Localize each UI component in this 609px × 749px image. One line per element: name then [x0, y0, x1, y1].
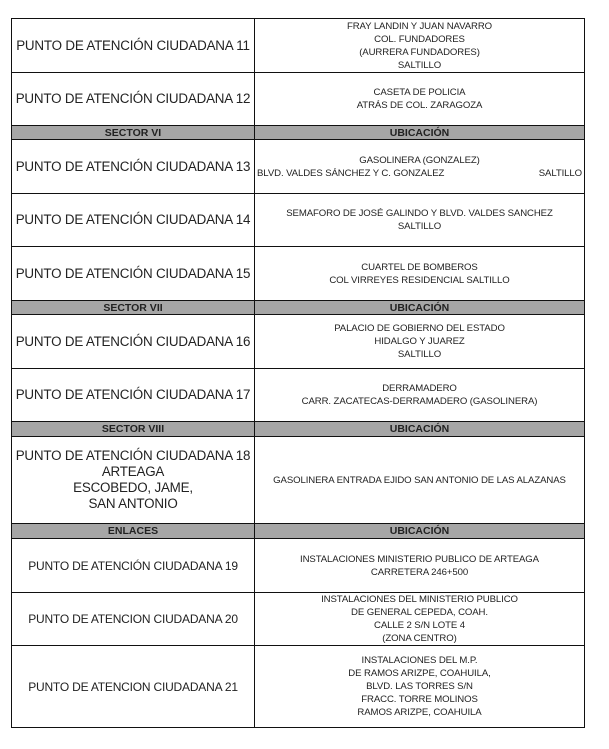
location-line: CUARTEL DE BOMBEROS: [361, 261, 478, 273]
section-title: SECTOR VI: [12, 126, 255, 140]
section-header-row: [12, 422, 585, 437]
attention-point-name: [12, 194, 255, 247]
name-line: ESCOBEDO, JAME,: [73, 480, 193, 495]
name-line: PUNTO DE ATENCIÓN CIUDADANA 11: [16, 37, 250, 53]
name-line: PUNTO DE ATENCION CIUDADANA 20: [28, 612, 238, 626]
location-line: SEMAFORO DE JOSÉ GALINDO Y BLVD. VALDES SANCHEZ: [286, 208, 553, 219]
location-line: COL VIRREYES RESIDENCIAL SALTILLO: [329, 274, 510, 286]
location-line: FRAY LANDIN Y JUAN NAVARRO: [346, 20, 493, 32]
location-header: UBICACIÓN: [255, 126, 585, 140]
location-header: UBICACIÓN: [255, 422, 585, 437]
table-row: [12, 247, 585, 301]
table-row: [12, 140, 585, 194]
table-row: [12, 194, 585, 247]
section-header-row: [12, 126, 585, 140]
name-line: PUNTO DE ATENCIÓN CIUDADANA 13: [15, 158, 251, 174]
attention-point-name: [12, 539, 255, 593]
location-line: GASOLINERA (GONZALEZ): [359, 154, 480, 166]
location-header: UBICACIÓN: [255, 524, 585, 539]
location-cell: [255, 73, 585, 126]
table-row: [12, 539, 585, 593]
table-row: [12, 19, 585, 73]
location-line: DE RAMOS ARIZPE, COAHUILA,: [348, 668, 491, 679]
attention-point-name: [12, 646, 255, 728]
name-line: PUNTO DE ATENCIÓN CIUDADANA 17: [15, 387, 251, 402]
location-part: BLVD. VALDES SÁNCHEZ Y C. GONZALEZ: [257, 167, 445, 179]
table-row: [12, 73, 585, 126]
location-cell: [255, 437, 585, 524]
location-cell: [255, 19, 585, 73]
attention-point-name: [12, 437, 255, 524]
location-cell: [255, 369, 585, 422]
table-row: [12, 437, 585, 524]
table-row: [12, 315, 585, 369]
attention-points-table: [11, 18, 585, 728]
location-line: RAMOS ARIZPE, COAHUILA: [357, 707, 482, 718]
location-line: GASOLINERA ENTRADA EJIDO SAN ANTONIO DE LAS ALAZANAS: [273, 474, 566, 486]
section-header-row: [12, 524, 585, 539]
location-cell: [255, 247, 585, 301]
name-line: PUNTO DE ATENCIÓN CIUDADANA 12: [15, 91, 251, 106]
location-line: SALTILLO: [397, 59, 442, 71]
location-line: DE GENERAL CEPEDA, COAH.: [351, 607, 488, 618]
name-line: PUNTO DE ATENCION CIUDADANA 21: [28, 679, 238, 694]
name-line: PUNTO DE ATENCIÓN CIUDADANA 16: [15, 333, 251, 349]
name-line: PUNTO DE ATENCIÓN CIUDADANA 19: [28, 558, 238, 573]
location-line: ATRÁS DE COL. ZARAGOZA: [356, 100, 483, 111]
location-cell: [255, 315, 585, 369]
attention-point-name: [12, 369, 255, 422]
name-line: ARTEAGA: [101, 464, 165, 479]
location-line: INSTALACIONES DEL M.P.: [361, 655, 478, 666]
location-line: FRACC. TORRE MOLINOS: [361, 694, 478, 705]
location-line: CALLE 2 S/N LOTE 4: [374, 620, 465, 631]
attention-point-name: [12, 19, 255, 73]
location-line: PALACIO DE GOBIERNO DEL ESTADO: [334, 323, 505, 334]
location-cell: [255, 539, 585, 593]
location-part: SALTILLO: [538, 167, 582, 179]
location-line: SALTILLO: [397, 221, 442, 232]
location-line: INSTALACIONES DEL MINISTERIO PUBLICO: [321, 594, 518, 605]
attention-point-name: [12, 315, 255, 369]
section-title: SECTOR VIII: [12, 422, 255, 437]
location-line: CARRETERA 246+500: [370, 566, 469, 578]
location-line: (AURRERA FUNDADORES): [359, 46, 480, 58]
location-line: CARR. ZACATECAS-DERRAMADERO (GASOLINERA): [301, 396, 538, 407]
location-cell: [255, 593, 585, 646]
table-row: [12, 593, 585, 646]
location-line: INSTALACIONES MINISTERIO PUBLICO DE ARTEAGA: [300, 553, 539, 565]
location-line: (ZONA CENTRO): [382, 633, 457, 644]
location-line-split: [255, 167, 584, 180]
section-header-row: [12, 301, 585, 315]
name-line: PUNTO DE ATENCIÓN CIUDADANA 18: [15, 448, 251, 463]
attention-point-name: [12, 140, 255, 194]
location-cell: [255, 140, 585, 194]
attention-point-name: [12, 73, 255, 126]
name-line: PUNTO DE ATENCIÓN CIUDADANA 14: [15, 212, 251, 227]
location-line: COL. FUNDADORES: [374, 33, 465, 45]
location-line: SALTILLO: [397, 349, 442, 360]
location-line: BLVD. LAS TORRES S/N: [366, 681, 473, 692]
attention-point-name: [12, 247, 255, 301]
location-line: DERRAMADERO: [382, 383, 457, 394]
name-line: SAN ANTONIO: [88, 496, 178, 511]
location-header: UBICACIÓN: [255, 301, 585, 315]
location-line: HIDALGO Y JUAREZ: [374, 336, 465, 347]
table-row: [12, 369, 585, 422]
attention-point-name: [12, 593, 255, 646]
location-cell: [255, 194, 585, 247]
location-line: CASETA DE POLICIA: [373, 87, 466, 98]
section-title: ENLACES: [12, 524, 255, 539]
table-row: [12, 646, 585, 728]
section-title: SECTOR VII: [12, 301, 255, 315]
name-line: PUNTO DE ATENCIÓN CIUDADANA 15: [15, 265, 251, 281]
location-cell: [255, 646, 585, 728]
